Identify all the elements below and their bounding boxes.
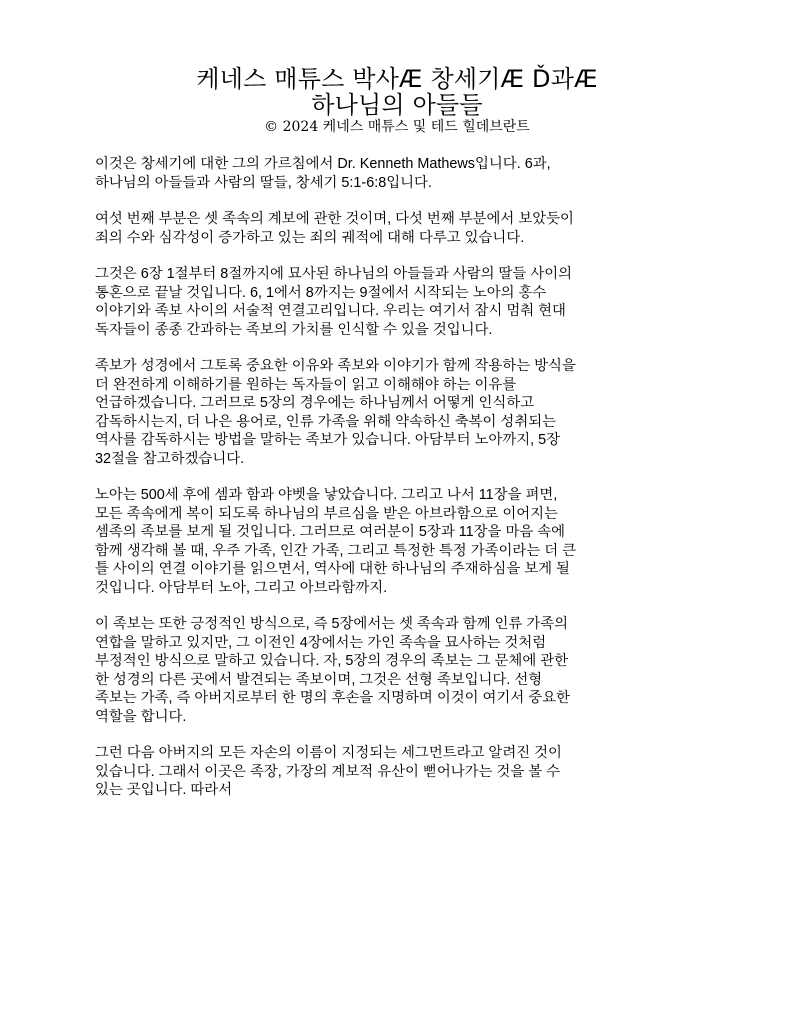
paragraph-line: 부정적인 방식으로 말하고 있습니다. 자, 5장의 경우의 족보는 그 문체에 관한	[95, 653, 569, 669]
paragraph-line: 것입니다. 아담부터 노아, 그리고 아브라함까지.	[95, 579, 388, 596]
paragraph-line: 그런 다음 아버지의 모든 자손의 이름이 지정되는 세그먼트라고 알려진 것이	[95, 745, 562, 761]
paragraph-line: 32절을 참고하겠습니다.	[95, 450, 245, 467]
paragraph-line: 그것은 6장 1절부터 8절까지에 묘사된 하나님의 아들들과 사람의 딸들 사이의	[95, 266, 573, 282]
title-line-1: 케네스 매튜스 박사Æ 창세기Æ Ď과Æ	[196, 65, 598, 93]
paragraph-line: 역사를 감독하시는 방법을 말하는 족보가 있습니다. 아담부터 노아까지, 5장	[95, 432, 561, 448]
paragraph-line: 모든 족속에게 복이 되도록 하나님의 부르심을 받은 아브라함으로 이어지는	[95, 505, 558, 522]
paragraph-2	[95, 210, 685, 247]
paragraph-line: 하나님의 아들들과 사람의 딸들, 창세기 5:1-6:8입니다.	[95, 174, 432, 191]
paragraph-4	[95, 357, 685, 468]
paragraph-line: 족보가 성경에서 그토록 중요한 이유와 족보와 이야기가 함께 작용하는 방식을	[95, 358, 576, 374]
paragraph-line: 여섯 번째 부분은 셋 족속의 계보에 관한 것이며, 다섯 번째 부분에서 보았듯이	[95, 211, 574, 227]
paragraph-1	[95, 155, 685, 192]
paragraph-line: 함께 생각해 볼 때, 우주 가족, 인간 가족, 그리고 특정한 특정 가족이라는 더 큰	[95, 542, 577, 559]
paragraph-line: 연합을 말하고 있지만, 그 이전인 4장에서는 가인 족속을 묘사하는 것처럼	[95, 634, 547, 651]
paragraph-5	[95, 486, 685, 597]
paragraph-line: 역할을 합니다.	[95, 708, 187, 725]
paragraph-7	[95, 744, 685, 800]
title-block	[0, 66, 794, 136]
paragraph-6	[95, 615, 685, 726]
paragraph-line: 셈족의 족보를 보게 될 것입니다. 그러므로 여러분이 5장과 11장을 마음 속에	[95, 524, 566, 540]
paragraph-line: 한 성경의 다른 곳에서 발견되는 족보이며, 그것은 선형 족보입니다. 선형	[95, 671, 543, 688]
paragraph-line: 죄의 수와 심각성이 증가하고 있는 죄의 궤적에 대해 다루고 있습니다.	[95, 229, 525, 246]
paragraph-line: 통혼으로 끝날 것입니다. 6, 1에서 8까지는 9절에서 시작되는 노아의 홍수	[95, 284, 547, 301]
paragraph-line: 감독하시는지, 더 나은 용어로, 인류 가족을 위해 약속하신 축복이 성취되는	[95, 413, 557, 430]
paragraph-line: 이것은 창세기에 대한 그의 가르침에서 Dr. Kenneth Mathews입니다. 6과,	[95, 156, 551, 172]
paragraph-line: 이 족보는 또한 긍정적인 방식으로, 즉 5장에서는 셋 족속과 함께 인류 가족의	[95, 616, 569, 632]
paragraph-line: 노아는 500세 후에 셈과 함과 야벳을 낳았습니다. 그리고 나서 11장을 펴면,	[95, 487, 558, 503]
paragraph-line: 독자들이 종종 간과하는 족보의 가치를 인식할 수 있을 것입니다.	[95, 321, 493, 338]
paragraph-line: 족보는 가족, 즉 아버지로부터 한 명의 후손을 지명하며 이것이 여기서 중요한	[95, 690, 570, 706]
paragraph-3	[95, 265, 685, 339]
paragraph-line: 틀 사이의 연결 이야기를 읽으면서, 역사에 대한 하나님의 주재하심을 보게 될	[95, 561, 570, 577]
paragraph-line: 이야기와 족보 사이의 서술적 연결고리입니다. 우리는 여기서 잠시 멈춰 현대	[95, 303, 566, 319]
paragraph-line: 언급하겠습니다. 그러므로 5장의 경우에는 하나님께서 어떻게 인식하고	[95, 395, 535, 411]
copyright-line: © 2024 케네스 매튜스 및 테드 힐데브란트	[264, 119, 530, 135]
document-body	[95, 155, 685, 818]
paragraph-line: 있습니다. 그래서 이곳은 족장, 가장의 계보적 유산이 뻗어나가는 것을 볼 수	[95, 763, 561, 780]
paragraph-line: 있는 곳입니다. 따라서	[95, 782, 233, 798]
title-line-2: 하나님의 아들들	[311, 91, 483, 119]
paragraph-line: 더 완전하게 이해하기를 원하는 독자들이 읽고 이해해야 하는 이유를	[95, 376, 517, 393]
